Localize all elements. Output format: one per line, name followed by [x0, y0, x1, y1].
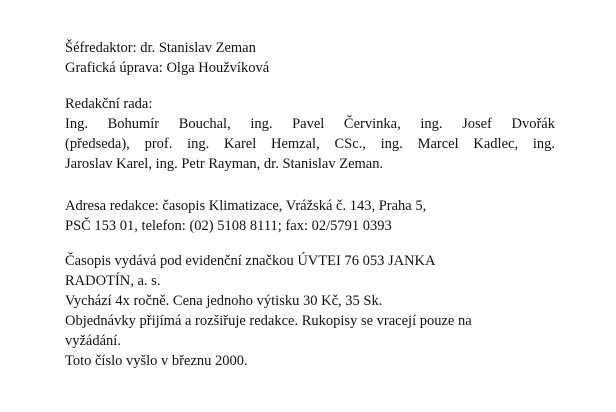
- publication-line-3: Vychází 4x ročně. Cena jednoho výtisku 30 Kč, 35 Sk.: [65, 293, 383, 309]
- address-line-1: Adresa redakce: časopis Klimatizace, Vrážská č. 143, Praha 5,: [65, 198, 427, 214]
- publication-line-1: Časopis vydává pod evidenční značkou ÚVTEI 76 053 JANKA: [65, 253, 436, 269]
- editor-block: [65, 38, 555, 78]
- publication-line-5: vyžádání.: [65, 333, 121, 349]
- address-line-2: PSČ 153 01, telefon: (02) 5108 8111; fax: 02/5791 0393: [65, 218, 392, 234]
- publication-block: [65, 251, 555, 371]
- address-block: [65, 196, 555, 236]
- editorial-board-heading: Redakční rada:: [65, 96, 153, 112]
- imprint-page: [65, 38, 555, 387]
- editorial-board-line-3: Jaroslav Karel, ing. Petr Rayman, dr. Stanislav Zeman.: [65, 156, 384, 172]
- editorial-board-line-2: (předseda), prof. ing. Karel Hemzal, CSc., ing. Marcel Kadlec, ing.: [65, 136, 555, 152]
- publication-line-4: Objednávky přijímá a rozšiřuje redakce. Rukopisy se vracejí pouze na: [65, 313, 472, 329]
- chief-editor-line: Šéfredaktor: dr. Stanislav Zeman: [65, 40, 256, 56]
- editorial-board-line-1: Ing. Bohumír Bouchal, ing. Pavel Červinka, ing. Josef Dvořák: [65, 116, 555, 132]
- publication-line-2: RADOTÍN, a. s.: [65, 273, 161, 289]
- publication-line-6: Toto číslo vyšlo v březnu 2000.: [65, 353, 248, 369]
- editorial-board-block: [65, 94, 555, 174]
- graphic-design-line: Grafická úprava: Olga Houžvíková: [65, 60, 270, 76]
